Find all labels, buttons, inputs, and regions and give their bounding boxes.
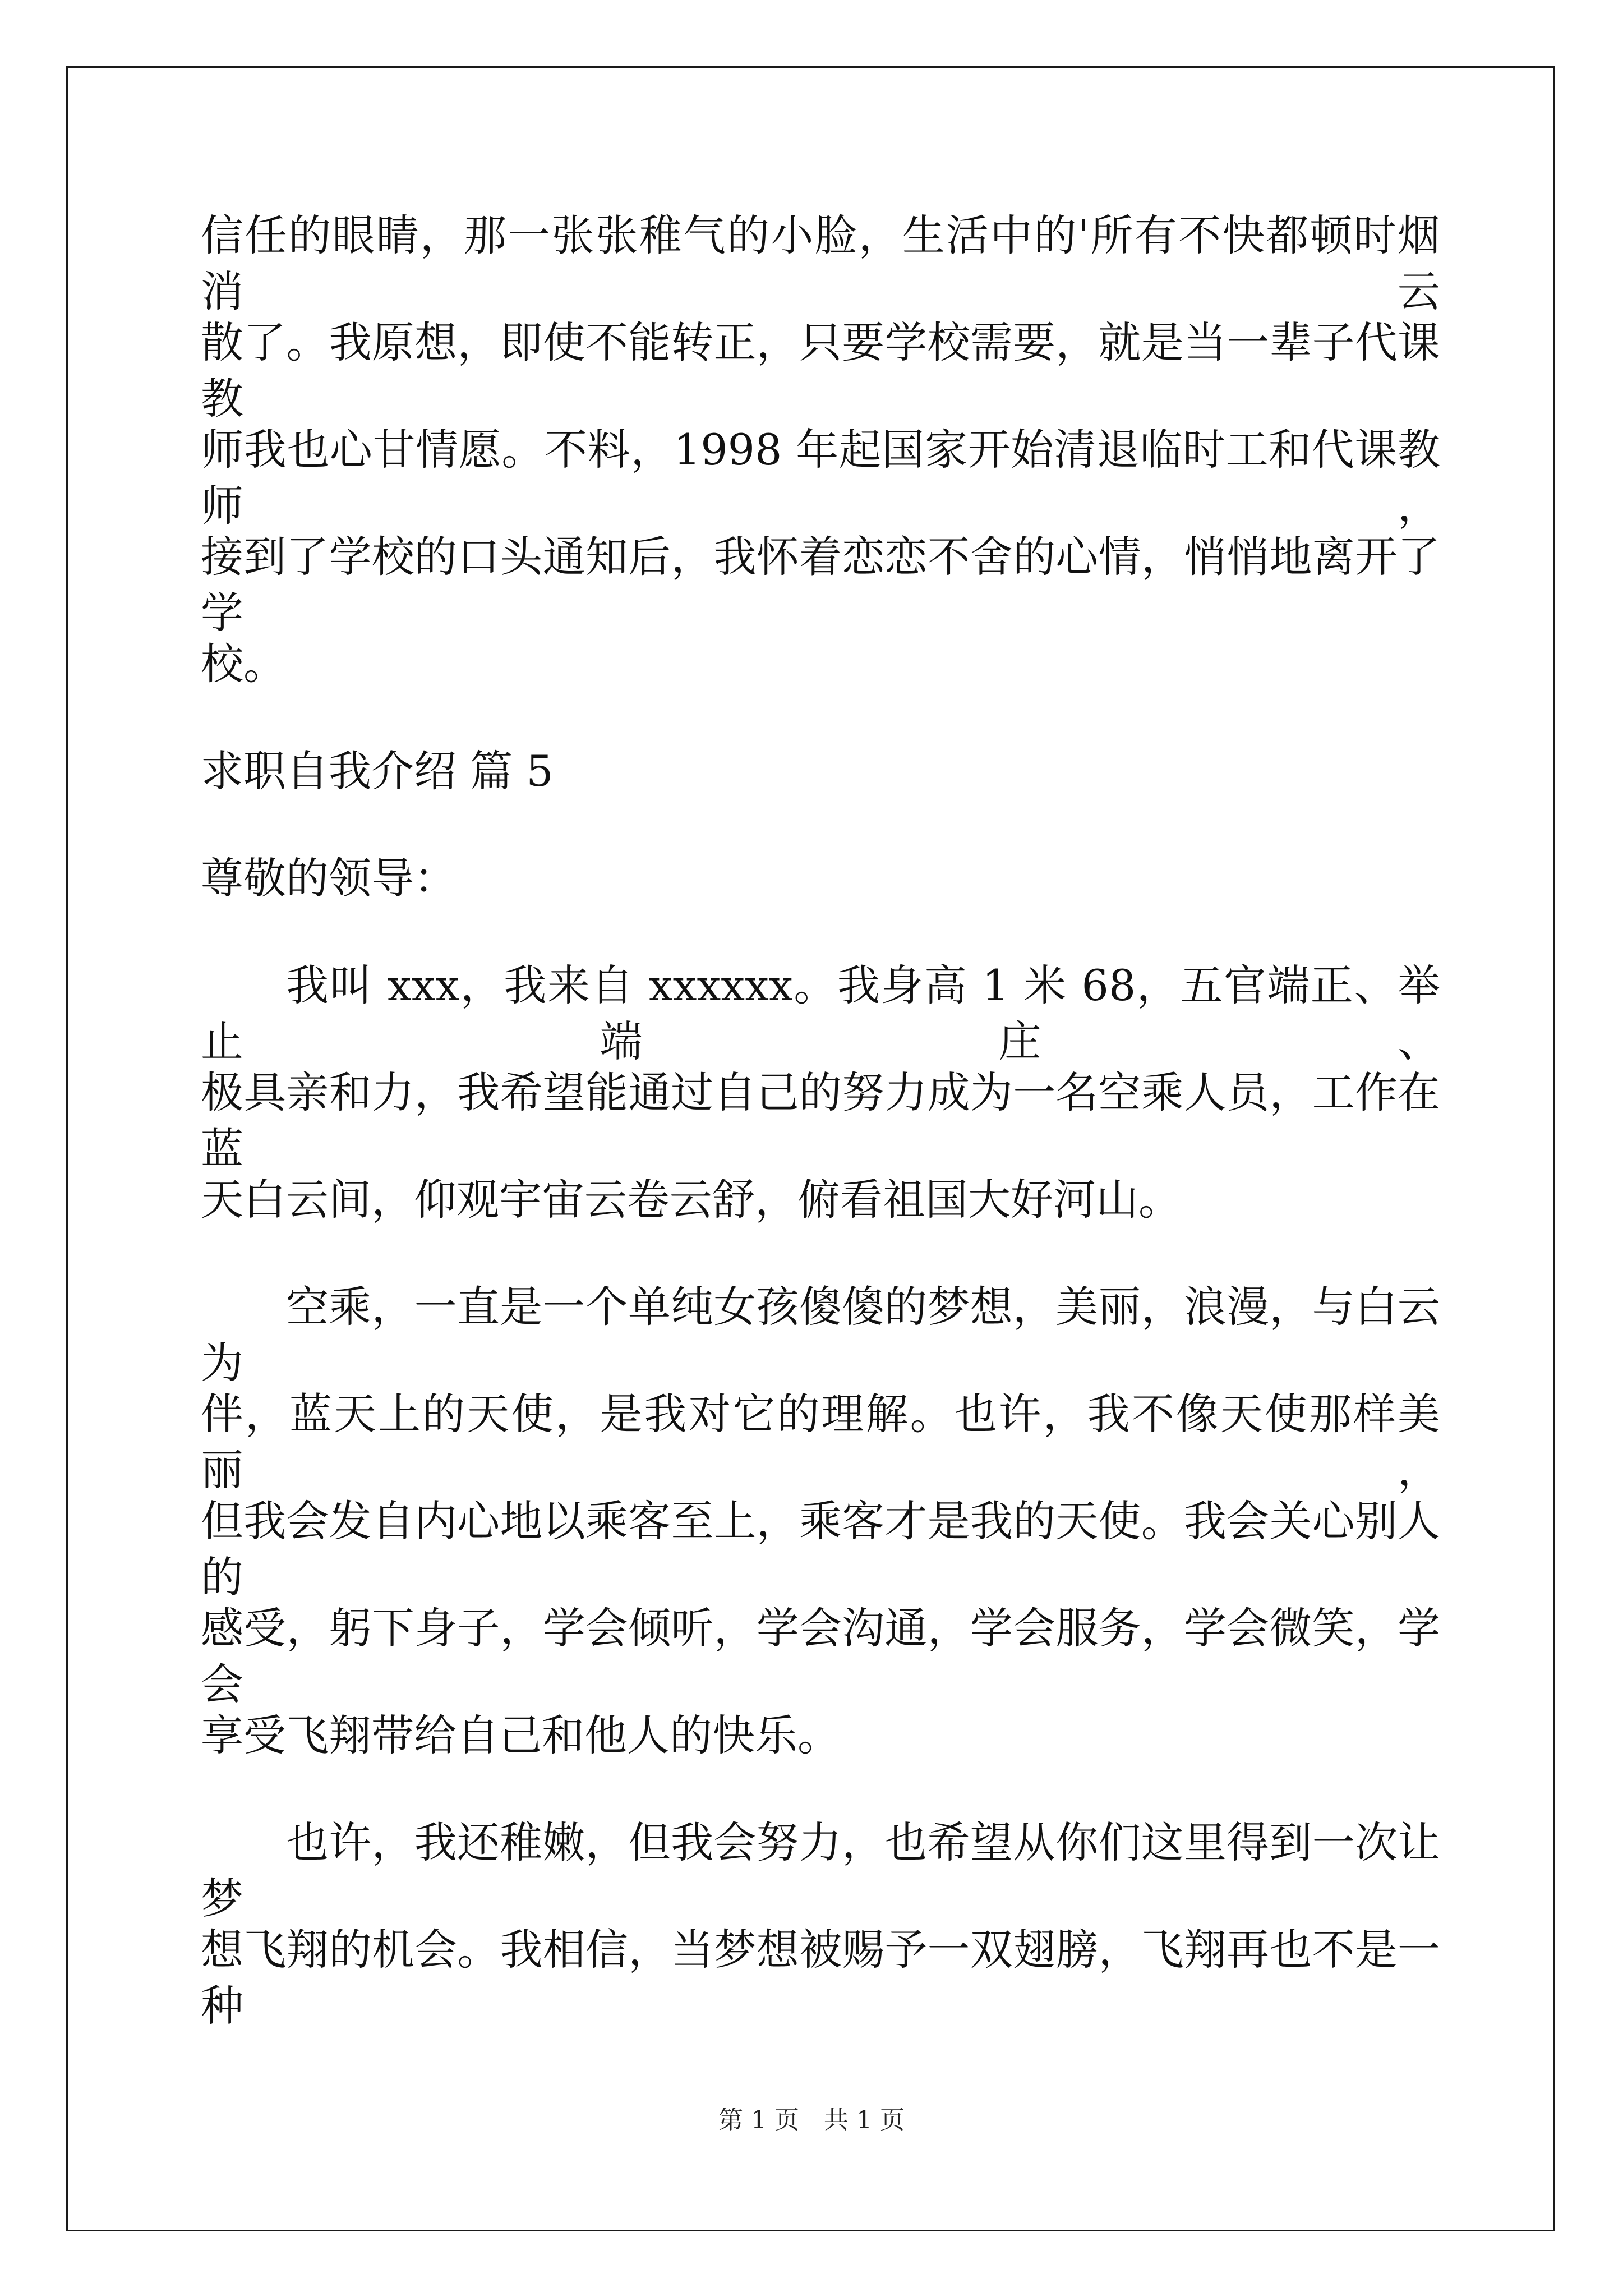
text-line: 但我会发自内心地以乘客至上，乘客才是我的天使。我会关心别人的 <box>201 1496 1440 1602</box>
section-heading: 求职自我介绍 篇 5 <box>201 746 554 796</box>
text-line: 伴，蓝天上的天使，是我对它的理解。也许，我不像天使那样美丽， <box>201 1389 1440 1495</box>
salutation: 尊敬的领导： <box>201 853 457 903</box>
text-line: 散了。我原想，即使不能转正，只要学校需要，就是当一辈子代课教 <box>201 318 1440 424</box>
text-line: 也许，我还稚嫩，但我会努力，也希望从你们这里得到一次让梦 <box>201 1818 1440 1924</box>
text-line: 师我也心甘情愿。不料，1998 年起国家开始清退临时工和代课教师， <box>201 425 1440 531</box>
text-line: 天白云间，仰观宇宙云卷云舒，俯看祖国大好河山。 <box>201 1175 1181 1225</box>
page-footer: 第 1 页 共 1 页 <box>718 2106 905 2134</box>
document-body <box>201 208 1440 2029</box>
text-line: 校。 <box>201 639 286 689</box>
text-line: 接到了学校的口头通知后，我怀着恋恋不舍的心情，悄悄地离开了学 <box>201 532 1440 638</box>
text-line: 想飞翔的机会。我相信，当梦想被赐予一双翅膀，飞翔再也不是一种 <box>201 1925 1440 2031</box>
text-line: 信任的眼睛，那一张张稚气的小脸，生活中的'所有不快都顿时烟消云 <box>201 210 1440 316</box>
text-line: 我叫 xxx，我来自 xxxxxx。我身高 1 米 68，五官端正、举止端庄、 <box>201 960 1440 1066</box>
text-line: 空乘，一直是一个单纯女孩傻傻的梦想，美丽，浪漫，与白云为 <box>201 1282 1440 1388</box>
text-line: 享受飞翔带给自己和他人的快乐。 <box>201 1710 840 1760</box>
text-line: 极具亲和力，我希望能通过自己的努力成为一名空乘人员，工作在蓝 <box>201 1068 1440 1174</box>
text-line: 感受，躬下身子，学会倾听，学会沟通，学会服务，学会微笑，学会 <box>201 1603 1440 1709</box>
